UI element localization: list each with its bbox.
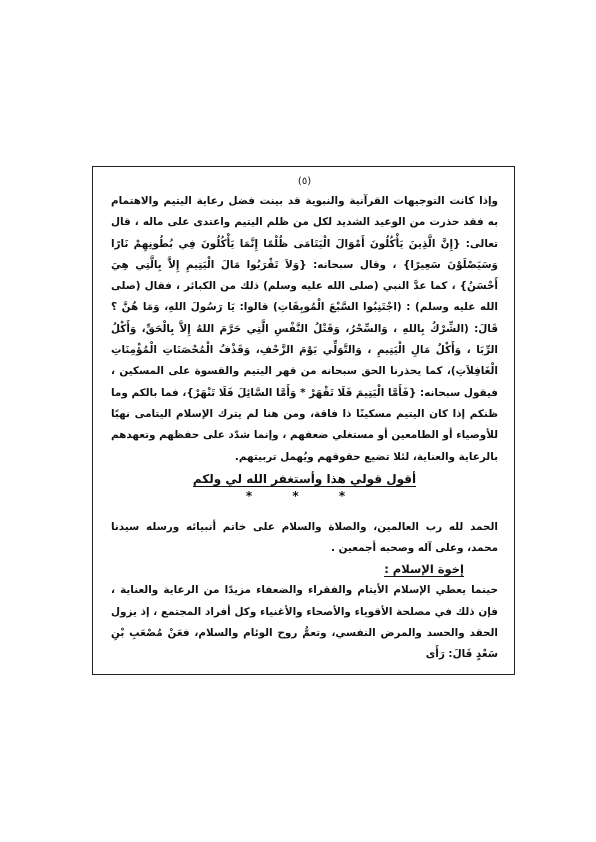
section-subheading — [111, 559, 498, 580]
paragraph-society-benefit: حينما يعطي الإسلام الأيتام والفقراء والضعفاء مزيدًا من الرعاية والعناية ، فإن ذلك في مصلحة الأقوياء والأصحاء والأغنياء وكل أفراد المجتمع ، إذ يزول الحقد والحسد والمرض النفسي، وتعمُّ روح الوئام والسلام، فعَنْ مُصْعَبِ بْنِ سَعْدٍ قَالَ: رَأَى — [111, 584, 498, 661]
page-number: (٥) — [297, 176, 312, 187]
section-separator-asterisks: * * * — [245, 488, 364, 503]
page-border-frame — [92, 166, 515, 675]
paragraph-orphan-care-warning: وإذا كانت التوجيهات القرآنية والنبوية قد بينت فضل رعاية اليتيم والاهتمام به فقد حذرت من الوعيد الشديد لكل من ظلم اليتيم واعتدى على ماله ، قال تعالى: {إِنَّ الَّذِينَ يَأْكُلُونَ أَمْوَالَ الْيَتَامَى ظُلْمًا إِنَّمَا يَأْكُلُونَ فِي بُطُونِهِمْ نَارًا وَسَيَصْلَوْنَ سَعِيرًا} ، وقال سبحانه: {وَلاَ تَقْرَبُوا مَالَ الْيَتِيمِ إِلاَّ بِالَّتِي هِيَ أَحْسَنُ} ، كما عدَّ النبي (صلى الله عليه وسلم) ذلك من الكبائر ، فقال (صلى الله عليه وسلم) : (اجْتَنِبُوا السَّبْعَ الْمُوبِقَاتِ) قالوا: يَا رَسُولَ اللهِ، وَمَا هُنَّ ؟ قَالَ: (الشِّرْكُ بِاللهِ ، وَالسِّحْرُ، وَقَتْلُ النَّفْسِ الَّتِي حَرَّمَ اللهُ إِلاَّ بِالْحَقِّ، وَأَكْلُ الرِّبَا ، وَأَكْلُ مَالِ الْيَتِيمِ ، وَالتَّوَلِّي يَوْمَ الزَّحْفِ، وَقَذْفُ الْمُحْصَنَاتِ الْمُؤْمِنَاتِ الْغَافِلاَتِ)، كما يحذرنا الحق سبحانه من قهر اليتيم والقسوة على المسكين ، فيقول سبحانه: {فَأَمَّا الْيَتِيمَ فَلَا تَقْهَرْ * وَأَمَّا السَّائِلَ فَلَا تَنْهَرْ}، فما بالكم وما ظنكم إذا كان اليتيم مسكينًا ذا فاقة، ومن هنا لم يترك الإسلام اليتامى نهبًا للأوصياء أو الطامعين أو مستغلي ضعفهم ، وإنما شدّد على حفظهم وتعهدهم بالرعاية والعناية، لئلا تضيع حقوقهم ويُهمل تربيتهم. — [111, 195, 498, 463]
closing-supplication-text: أقول قولي هذا وأستغفر الله لي ولكم — [192, 471, 417, 486]
closing-supplication — [111, 469, 498, 489]
section-subheading-text: إخوة الإسلام : — [384, 562, 464, 577]
page-content — [111, 173, 498, 666]
paragraph-praise: الحمد لله رب العالمين، والصلاة والسلام على خاتم أنبيائه ورسله سيدنا محمد، وعلى آله وصحبه أجمعين . — [111, 520, 498, 555]
